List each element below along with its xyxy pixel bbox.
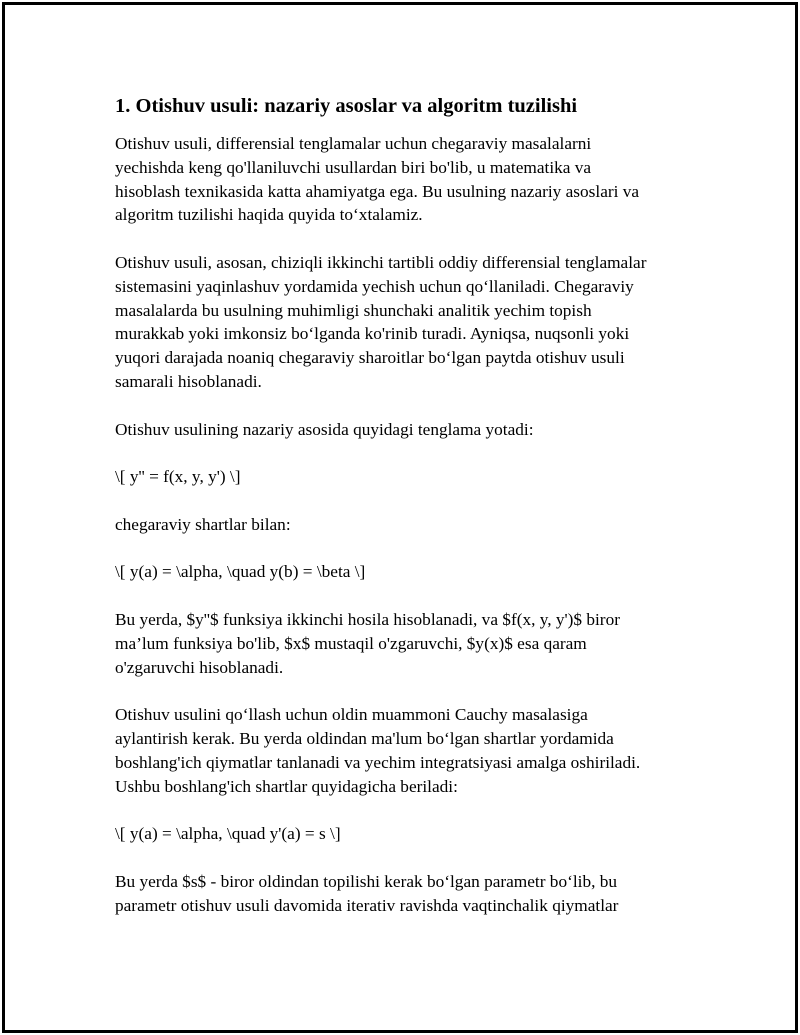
paragraph-application [115,251,705,394]
section-heading: 1. Otishuv usuli: nazariy asoslar va algoritm tuzilishi [115,95,578,117]
paragraph-theory-intro [115,418,705,442]
text-line: parametr otishuv usuli davomida iterativ ravishda vaqtinchalik qiymatlar [115,895,619,915]
text-line: samarali hisoblanadi. [115,371,262,391]
text-line: chegaraviy shartlar bilan: [115,514,291,534]
paragraph-intro [115,132,705,227]
text-line: sistemasini yaqinlashuv yordamida yechish uchun qo‘llaniladi. Chegaraviy [115,276,634,296]
document-body [115,92,705,941]
text-line: aylantirish kerak. Bu yerda oldindan ma'lum bo‘lgan shartlar yordamida [115,728,614,748]
equation-boundary-conditions [115,560,705,584]
text-line: Otishuv usuli, asosan, chiziqli ikkinchi tartibli oddiy differensial tenglamalar [115,252,647,272]
paragraph-parameter [115,870,705,918]
equation-initial-conditions [115,822,705,846]
text-line: yuqori darajada noaniq chegaraviy sharoitlar bo‘lgan paytda otishuv usuli [115,348,625,368]
text-line: murakkab yoki imkonsiz bo‘lganda ko'rinib turadi. Ayniqsa, nuqsonli yoki [115,324,630,344]
text-line: Bu yerda, $y''$ funksiya ikkinchi hosila hisoblanadi, va $f(x, y, y')$ biror [115,609,620,629]
text-line: masalalarda bu usulning muhimligi shunchaki analitik yechim topish [115,300,592,320]
equation-ode [115,465,705,489]
paragraph-cauchy [115,703,705,798]
text-line: Otishuv usuli, differensial tenglamalar uchun chegaraviy masalalarni [115,134,592,153]
text-line: Ushbu boshlang'ich shartlar quyidagicha beriladi: [115,776,458,796]
equation-line: \[ y(a) = \alpha, \quad y'(a) = s \] [115,824,341,844]
text-line: ma’lum funksiya bo'lib, $x$ mustaqil o'zgaruvchi, $y(x)$ esa qaram [115,633,587,653]
text-line: o'zgaruvchi hisoblanadi. [115,657,284,677]
paragraph-definitions [115,608,705,679]
text-line: Otishuv usulini qo‘llash uchun oldin muammoni Cauchy masalasiga [115,705,588,725]
paragraph-boundary-intro [115,513,705,537]
text-line: hisoblash texnikasida katta ahamiyatga ega. Bu usulning nazariy asoslari va [115,181,640,201]
equation-line: \[ y(a) = \alpha, \quad y(b) = \beta \] [115,562,366,582]
text-line: algoritm tuzilishi haqida quyida to‘xtalamiz. [115,205,423,225]
equation-line: \[ y'' = f(x, y, y') \] [115,467,241,487]
text-line: Otishuv usulining nazariy asosida quyidagi tenglama yotadi: [115,419,534,439]
text-line: Bu yerda $s$ - biror oldindan topilishi kerak bo‘lgan parametr bo‘lib, bu [115,871,618,891]
text-line: boshlang'ich qiymatlar tanlanadi va yechim integratsiyasi amalga oshiriladi. [115,752,641,772]
text-line: yechishda keng qo'llaniluvchi usullardan biri bo'lib, u matematika va [115,157,592,177]
